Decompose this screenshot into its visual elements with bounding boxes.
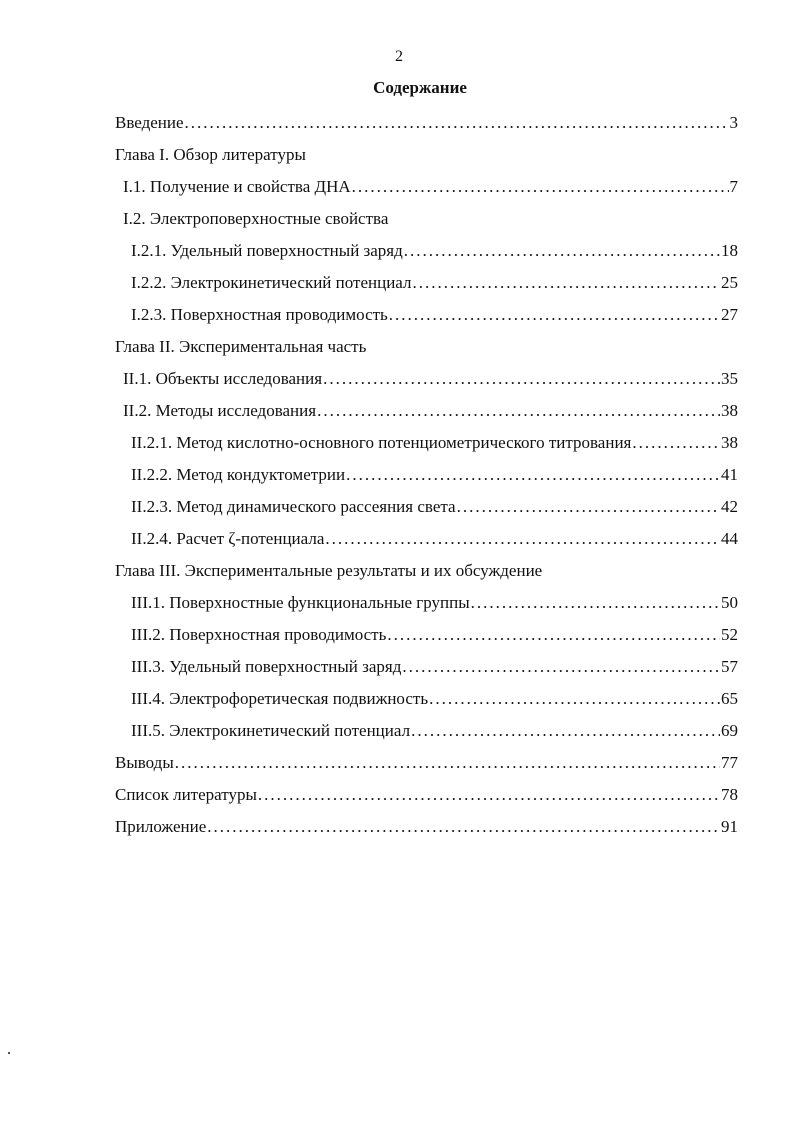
toc-entry-label: Введение — [115, 113, 184, 132]
toc-entry-conclusions[interactable] — [115, 751, 738, 775]
dot-leader — [346, 463, 720, 487]
page-number: 2 — [395, 48, 403, 65]
dot-leader — [323, 367, 720, 391]
toc-entry-page: 44 — [721, 529, 738, 548]
toc-chapter-2[interactable] — [115, 335, 738, 359]
toc-entry-page: 25 — [721, 273, 738, 292]
dot-leader — [411, 719, 720, 743]
toc-entry-3-5[interactable] — [131, 719, 738, 743]
toc-entry-label: II.2.4. Расчет ζ-потенциала — [131, 529, 325, 548]
toc-entry-label: I.2.1. Удельный поверхностный заряд — [131, 241, 403, 260]
toc-entry-2-2-2[interactable] — [131, 463, 738, 487]
toc-entry-label: Глава I. Обзор литературы — [115, 145, 306, 164]
toc-entry-page: 57 — [721, 657, 738, 676]
toc-entry-page: 50 — [721, 593, 738, 612]
toc-entry-3-2[interactable] — [131, 623, 738, 647]
toc-entry-label: III.2. Поверхностная проводимость — [131, 625, 387, 644]
dot-leader — [175, 751, 720, 775]
toc-entry-introduction[interactable] — [115, 111, 738, 135]
dot-leader — [387, 623, 720, 647]
dot-leader — [325, 527, 720, 551]
toc-entry-page: 77 — [721, 753, 738, 772]
toc-entry-page: 18 — [721, 241, 738, 260]
toc-entry-page: 91 — [721, 817, 738, 836]
toc-entry-label: Глава III. Экспериментальные результаты и их обсуждение — [115, 561, 543, 580]
toc-entry-label: I.1. Получение и свойства ДНА — [123, 177, 351, 196]
toc-entry-page: 7 — [729, 177, 738, 196]
dot-leader — [317, 399, 720, 423]
toc-entry-1-2-1[interactable] — [131, 239, 738, 263]
toc-entry-label: II.2. Методы исследования — [123, 401, 317, 420]
dot-leader — [632, 431, 720, 455]
toc-entry-page: 38 — [721, 401, 738, 420]
toc-entry-label: II.1. Объекты исследования — [123, 369, 323, 388]
toc-entry-3-4[interactable] — [131, 687, 738, 711]
dot-leader — [185, 111, 729, 135]
dot-leader — [429, 687, 720, 711]
toc-entry-label: III.4. Электрофоретическая подвижность — [131, 689, 429, 708]
toc-entry-label: III.1. Поверхностные функциональные группы — [131, 593, 470, 612]
toc-entry-label: Приложение — [115, 817, 207, 836]
toc-entry-page: 41 — [721, 465, 738, 484]
toc-entry-label: I.2.2. Электрокинетический потенциал — [131, 273, 412, 292]
toc-entry-label: II.2.2. Метод кондуктометрии — [131, 465, 346, 484]
toc-entry-2-1[interactable] — [123, 367, 738, 391]
toc-entry-page: 3 — [729, 113, 738, 132]
dot-leader — [207, 815, 720, 839]
dot-leader — [471, 591, 720, 615]
toc-entry-label: Список литературы — [115, 785, 257, 804]
toc-entry-3-1[interactable] — [131, 591, 738, 615]
toc-entry-label: I.2. Электроповерхностные свойства — [123, 209, 389, 228]
toc-entry-label: II.2.1. Метод кислотно-основного потенциометрического титрования — [131, 433, 632, 452]
toc-entry-page: 38 — [721, 433, 738, 452]
dot-leader — [258, 783, 720, 807]
toc-entry-label: I.2.3. Поверхностная проводимость — [131, 305, 388, 324]
toc-entry-label: II.2.3. Метод динамического рассеяния света — [131, 497, 456, 516]
toc-chapter-3[interactable] — [115, 559, 738, 583]
toc-entry-label: III.3. Удельный поверхностный заряд — [131, 657, 402, 676]
toc-entry-label: Глава II. Экспериментальная часть — [115, 337, 367, 356]
toc-entry-page: 65 — [721, 689, 738, 708]
toc-entry-2-2[interactable] — [123, 399, 738, 423]
toc-entry-2-2-4[interactable] — [131, 527, 738, 551]
toc-entry-label: III.5. Электрокинетический потенциал — [131, 721, 411, 740]
toc-entry-appendix[interactable] — [115, 815, 738, 839]
toc-entry-references[interactable] — [115, 783, 738, 807]
toc-entry-3-3[interactable] — [131, 655, 738, 679]
toc-entry-1-2-2[interactable] — [131, 271, 738, 295]
contents-title: Содержание — [373, 78, 467, 97]
dot-leader — [412, 271, 720, 295]
scan-speck — [8, 1052, 10, 1054]
toc-entry-page: 27 — [721, 305, 738, 324]
toc-entry-page: 52 — [721, 625, 738, 644]
toc-entry-2-2-1[interactable] — [131, 431, 738, 455]
toc-entry-2-2-3[interactable] — [131, 495, 738, 519]
toc-entry-1-2-3[interactable] — [131, 303, 738, 327]
toc-section-1-2[interactable] — [123, 207, 738, 231]
dot-leader — [402, 655, 720, 679]
toc-entry-page: 69 — [721, 721, 738, 740]
toc-entry-label: Выводы — [115, 753, 174, 772]
dot-leader — [457, 495, 720, 519]
toc-entry-page: 42 — [721, 497, 738, 516]
toc-entry-1-1[interactable] — [123, 175, 738, 199]
dot-leader — [404, 239, 720, 263]
toc-entry-page: 78 — [721, 785, 738, 804]
dot-leader — [352, 175, 729, 199]
toc-chapter-1[interactable] — [115, 143, 738, 167]
toc-entry-page: 35 — [721, 369, 738, 388]
dot-leader — [389, 303, 720, 327]
